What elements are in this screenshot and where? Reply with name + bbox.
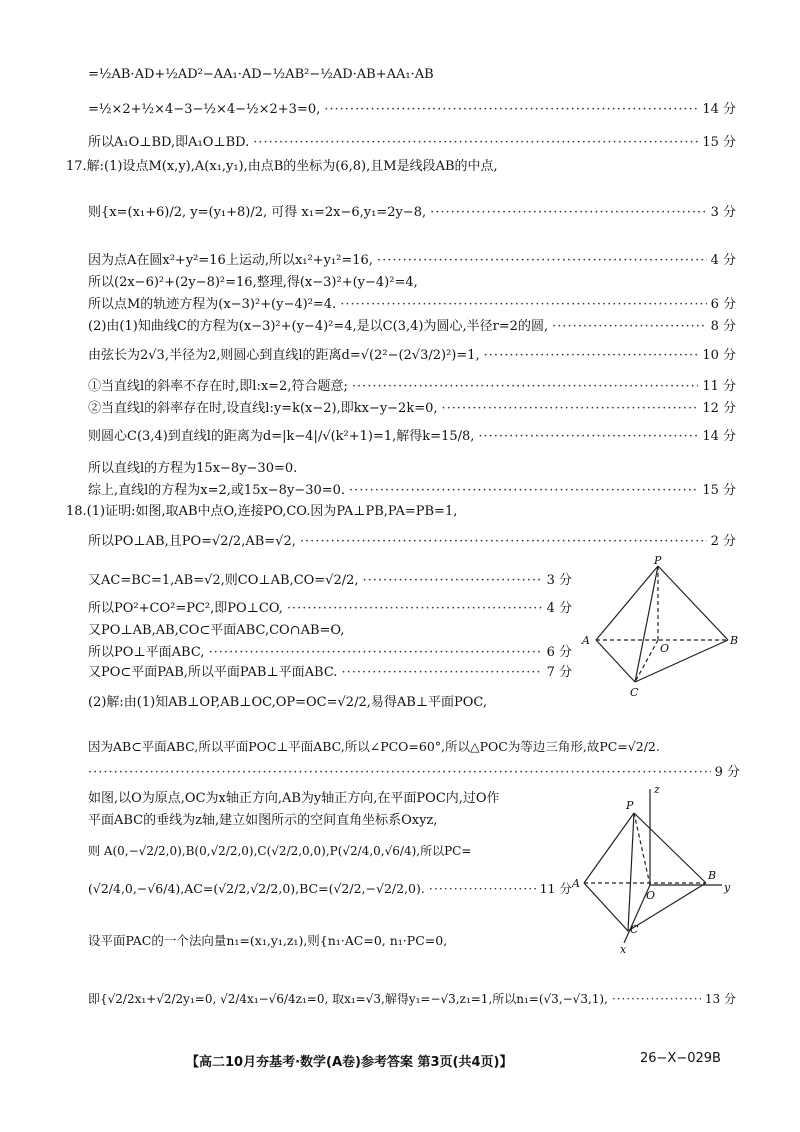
label-c: C bbox=[630, 923, 639, 936]
solution-line: 又PO⊥AB,AB,CO⊂平面ABC,CO∩AB=O, bbox=[88, 623, 345, 638]
label-y: y bbox=[724, 881, 731, 894]
score-label: 12 分 bbox=[702, 401, 736, 416]
solution-line: =½AB·AD+½AD²−AA₁·AD−½AB²−½AD·AB+AA₁·AB bbox=[88, 67, 434, 82]
solution-line: 则 A(0,−√2/2,0),B(0,√2/2,0),C(√2/2,0,0),P(√2/4,0,√6/4),所以PC= bbox=[88, 844, 472, 858]
solution-line: 又AC=BC=1,AB=√2,则CO⊥AB,CO=√2/2, ····· 3 分 bbox=[88, 572, 572, 590]
solution-line: 所以点M的轨迹方程为(x−3)²+(y−4)²=4. ····· 6 分 bbox=[88, 296, 736, 314]
score-label: 11 分 bbox=[539, 881, 572, 896]
score-label: 13 分 bbox=[704, 992, 736, 1006]
solution-line: 因为点A在圆x²+y²=16上运动,所以x₁²+y₁²=16, ····· 4 分 bbox=[88, 252, 736, 270]
footer-code: 26−X−029B bbox=[640, 1051, 721, 1066]
score-label: 4 分 bbox=[710, 253, 736, 268]
solution-line: ①当直线l的斜率不存在时,即l:x=2,符合题意; ····· 11 分 bbox=[88, 378, 736, 396]
tetrahedron-figure bbox=[578, 556, 738, 702]
score-label: 14 分 bbox=[702, 102, 736, 117]
problem-17-heading: 17.解:(1)设点M(x,y),A(x₁,y₁),由点B的坐标为(6,8),且M是线段AB的中点, bbox=[66, 159, 498, 174]
score-label: 2 分 bbox=[710, 534, 736, 549]
label-o: O bbox=[660, 642, 670, 655]
solution-line: ②当直线l的斜率存在时,设直线l:y=k(x−2),即kx−y−2k=0, ····· 12 分 bbox=[88, 400, 736, 418]
solution-line: 则{x=(x₁+6)/2, y=(y₁+8)/2, 可得 x₁=2x−6,y₁=2y−8, ····· 3 分 bbox=[88, 204, 736, 222]
score-label: 6 分 bbox=[546, 645, 572, 660]
solution-line bbox=[88, 764, 740, 782]
edge-pa bbox=[584, 813, 634, 883]
edge-pa bbox=[596, 566, 658, 640]
score-label: 15 分 bbox=[702, 483, 736, 498]
label-a: A bbox=[572, 877, 580, 890]
edge-pb bbox=[658, 566, 728, 640]
solution-line: (√2/4,0,−√6/4),AC=(√2/2,√2/2,0),BC=(√2/2,−√2/2,0). ····· 11 分 bbox=[88, 880, 572, 898]
solution-line: 又PO⊂平面PAB,所以平面PAB⊥平面ABC. ····· 7 分 bbox=[88, 664, 572, 682]
solution-line: 所以PO⊥AB,且PO=√2/2,AB=√2, ····· 2 分 bbox=[88, 533, 736, 551]
label-x: x bbox=[620, 943, 627, 955]
coordinate-figure bbox=[572, 783, 740, 955]
solution-line: 所以(2x−6)²+(2y−8)²=16,整理,得(x−3)²+(y−4)²=4, bbox=[88, 275, 418, 290]
solution-line: 因为AB⊂平面ABC,所以平面POC⊥平面ABC,所以∠PCO=60°,所以△POC为等边三角形,故PC=√2/2. bbox=[88, 739, 660, 754]
label-z: z bbox=[654, 783, 660, 796]
score-label: 8 分 bbox=[710, 319, 736, 334]
score-label: 7 分 bbox=[546, 665, 572, 680]
solution-line: 由弦长为2√3,半径为2,则圆心到直线l的距离d=√(2²−(2√3/2)²)=1, ····· 10 分 bbox=[88, 347, 736, 365]
score-label: 15 分 bbox=[702, 135, 736, 150]
label-p: P bbox=[654, 556, 662, 567]
score-label: 11 分 bbox=[702, 379, 736, 394]
solution-line: 所以PO²+CO²=PC²,即PO⊥CO, ····· 4 分 bbox=[88, 600, 572, 618]
solution-line: 即{√2/2x₁+√2/2y₁=0, √2/4x₁−√6/4z₁=0, 取x₁=√3,解得y₁=−√3,z₁=1,所以n₁=(√3,−√3,1), ····· 13 分 bbox=[88, 990, 736, 1008]
solution-line: 平面ABC的垂线为z轴,建立如图所示的空间直角坐标系Oxyz, bbox=[88, 813, 438, 828]
score-label: 6 分 bbox=[710, 297, 736, 312]
solution-line: 综上,直线l的方程为x=2,或15x−8y−30=0. ····· 15 分 bbox=[88, 482, 736, 500]
problem-18-heading: 18.(1)证明:如图,取AB中点O,连接PO,CO.因为PA⊥PB,PA=PB=1, bbox=[66, 504, 458, 519]
edge-pc bbox=[628, 813, 634, 931]
edge-ac bbox=[596, 640, 635, 682]
solution-line: =½×2+½×4−3−½×4−½×2+3=0, ····· 14 分 bbox=[88, 101, 736, 119]
segment-po bbox=[634, 813, 650, 885]
footer-title: 【高二10月夯基考·数学(A卷)参考答案 第3页(共4页)】 bbox=[186, 1055, 513, 1070]
score-label: 14 分 bbox=[702, 429, 736, 444]
solution-line: 所以PO⊥平面ABC, ····· 6 分 bbox=[88, 644, 572, 662]
edge-pb bbox=[634, 813, 706, 883]
solution-line: 则圆心C(3,4)到直线l的距离为d=|k−4|/√(k²+1)=1,解得k=15/8, ····· 14 分 bbox=[88, 428, 736, 446]
solution-line: 所以直线l的方程为15x−8y−30=0. bbox=[88, 461, 298, 476]
label-p: P bbox=[626, 799, 634, 812]
solution-line: (2)解:由(1)知AB⊥OP,AB⊥OC,OP=OC=√2/2,易得AB⊥平面POC, bbox=[88, 695, 488, 710]
edge-ac bbox=[584, 883, 628, 931]
solution-line: 所以A₁O⊥BD,即A₁O⊥BD. ····· 15 分 bbox=[88, 134, 736, 152]
score-label: 4 分 bbox=[546, 601, 572, 616]
solution-line: (2)由(1)知曲线C的方程为(x−3)²+(y−4)²=4,是以C(3,4)为圆心,半径r=2的圆, ····· 8 分 bbox=[88, 318, 736, 336]
solution-line: 如图,以O为原点,OC为x轴正方向,AB为y轴正方向,在平面POC内,过O作 bbox=[88, 791, 500, 806]
score-label: 3 分 bbox=[546, 573, 572, 588]
label-b: B bbox=[730, 634, 738, 647]
edge-bc bbox=[635, 640, 728, 682]
score-label: 10 分 bbox=[702, 348, 736, 363]
score-label: 9 分 bbox=[714, 765, 740, 780]
edge-pc bbox=[635, 566, 658, 682]
score-label: 3 分 bbox=[710, 205, 736, 220]
label-c: C bbox=[630, 686, 639, 699]
label-b: B bbox=[708, 869, 717, 882]
segment-oc bbox=[635, 640, 658, 682]
solution-line: 设平面PAC的一个法向量n₁=(x₁,y₁,z₁),则{n₁·AC=0, n₁·PC=0, bbox=[88, 933, 448, 948]
label-o: O bbox=[646, 889, 656, 902]
label-a: A bbox=[582, 634, 590, 647]
